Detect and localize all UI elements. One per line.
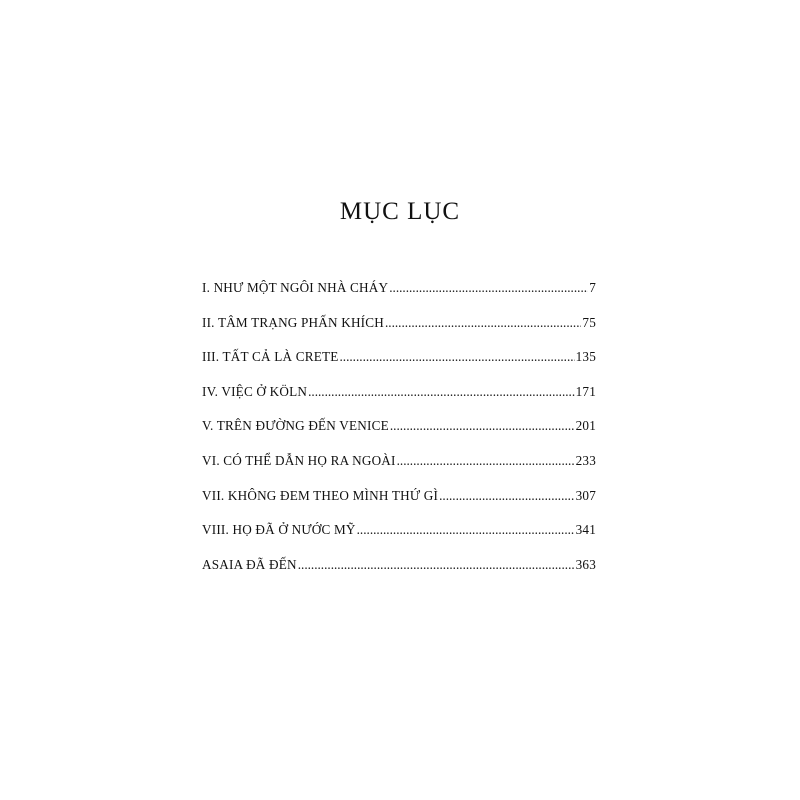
toc-entry-8 <box>202 522 596 557</box>
toc-entry-page: 201 <box>575 418 596 434</box>
toc-dot-leader <box>298 557 575 573</box>
toc-entry-5 <box>202 418 596 453</box>
toc-entry-page: 341 <box>575 522 596 538</box>
toc-dot-leader <box>439 488 575 504</box>
toc-dot-leader <box>385 315 581 331</box>
toc-entry-7 <box>202 488 596 523</box>
toc-entry-2 <box>202 315 596 350</box>
toc-title: MỤC LỤC <box>339 198 461 225</box>
toc-entry-label: VIII. HỌ ĐÃ Ở NƯỚC MỸ <box>202 522 356 538</box>
toc-entry-page: 7 <box>589 280 596 295</box>
toc-entry-page: 233 <box>575 452 596 468</box>
toc-entry-page: 75 <box>582 314 596 330</box>
toc-list <box>202 280 596 591</box>
toc-entry-page: 171 <box>575 383 596 399</box>
toc-entry-label: ASAIA ĐÃ ĐẾN <box>202 556 297 572</box>
toc-dot-leader <box>397 453 575 469</box>
toc-entry-label: VII. KHÔNG ĐEM THEO MÌNH THỨ GÌ <box>202 487 439 503</box>
toc-entry-label: III. TẤT CẢ LÀ CRETE <box>202 349 339 365</box>
toc-entry-label: II. TÂM TRẠNG PHẤN KHÍCH <box>202 314 384 330</box>
toc-entry-1 <box>202 280 596 315</box>
toc-entry-3 <box>202 349 596 384</box>
toc-entry-page: 307 <box>575 487 596 503</box>
toc-entry-label: I. NHƯ MỘT NGÔI NHÀ CHÁY <box>202 280 389 295</box>
toc-dot-leader <box>390 418 575 434</box>
toc-entry-6 <box>202 453 596 488</box>
toc-entry-9 <box>202 557 596 592</box>
toc-entry-label: IV. VIỆC Ở KÖLN <box>202 383 308 399</box>
toc-entry-label: VI. CÓ THỂ DẪN HỌ RA NGOÀI <box>202 452 396 468</box>
toc-entry-page: 135 <box>575 349 596 365</box>
toc-entry-4 <box>202 384 596 419</box>
toc-entry-label: V. TRÊN ĐƯỜNG ĐẾN VENICE <box>202 418 389 434</box>
toc-dot-leader <box>357 522 575 538</box>
toc-dot-leader <box>308 384 575 400</box>
toc-dot-leader <box>389 280 588 296</box>
toc-entry-page: 363 <box>575 556 596 572</box>
toc-dot-leader <box>339 349 574 365</box>
